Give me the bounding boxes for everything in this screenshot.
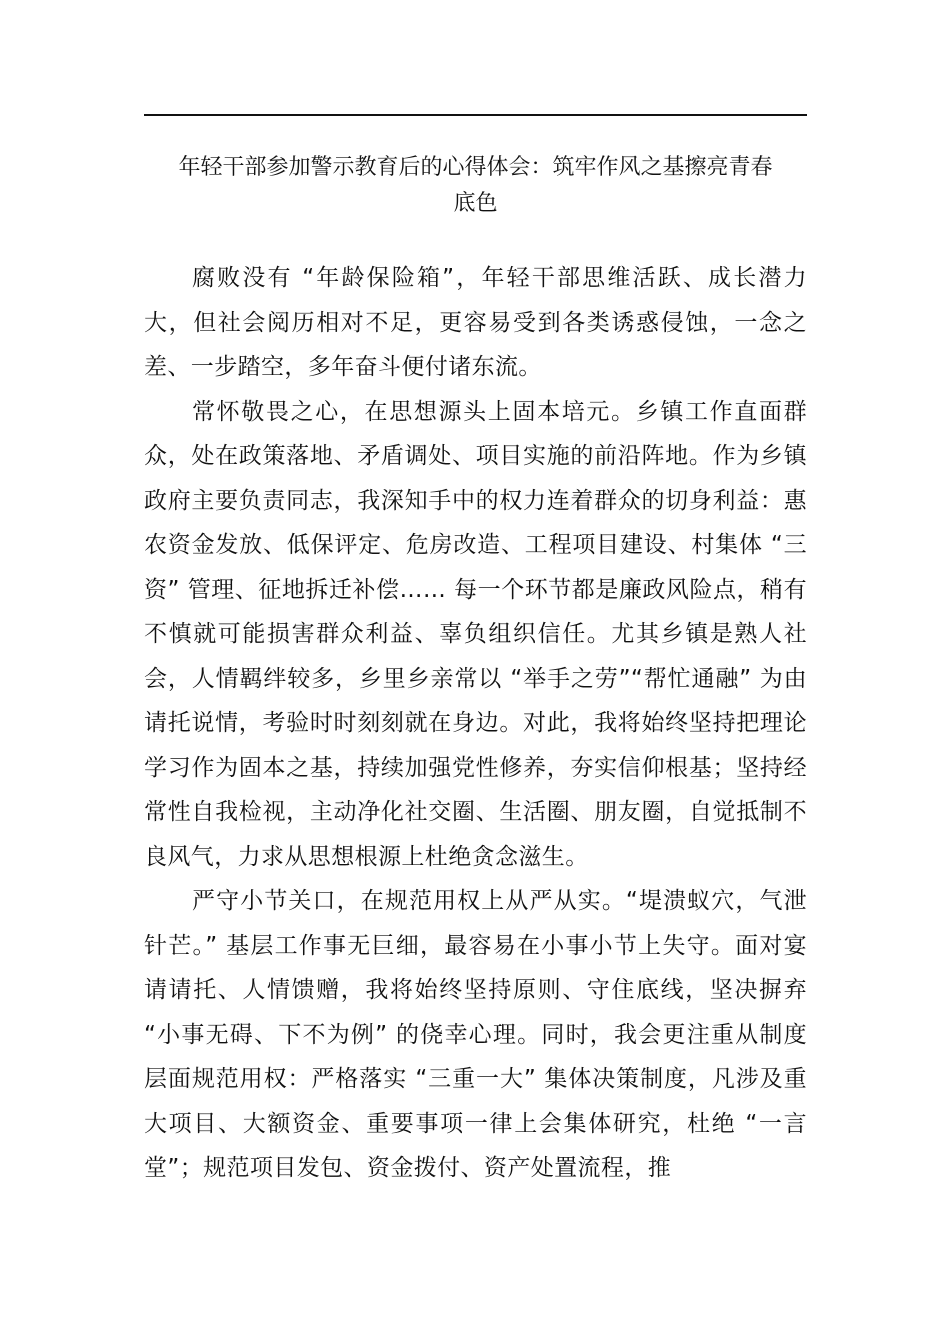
paragraph-reverence: 常怀敬畏之心，在思想源头上固本培元。乡镇工作直面群众，处在政策落地、矛盾调处、项目实施的前沿阵地。作为乡镇政府主要负责同志，我深知手中的权力连着群众的切身利益：惠农资金发放、低保评定、危房改造、工程项目建设、村集体 “三资” 管理、征地拆迁补偿…… 每一个环节都是廉政风险点，稍有不慎就可能损害群众利益、辜负组织信任。尤其乡镇是熟人社会，人情羁绊较多，乡里乡亲常以 “举手之劳”“帮忙通融” 为由请托说情，考验时时刻刻就在身边。对此，我将始终坚持把理论学习作为固本之基，持续加强党性修养，夯实信仰根基；坚持经常性自我检视，主动净化社交圈、生活圈、朋友圈，自觉抵制不良风气，力求从思想根源上杜绝贪念滋生。 bbox=[144, 398, 807, 870]
paragraph-discipline: 严守小节关口，在规范用权上从严从实。“堤溃蚁穴，气泄针芒。” 基层工作事无巨细，最容易在小事小节上失守。面对宴请请托、人情馈赠，我将始终坚持原则、守住底线，坚决摒弃 “小事无碍、下不为例” 的侥幸心理。同时，我会更注重从制度层面规范用权：严格落实 “三重一大” 集体决策制度，凡涉及重大项目、大额资金、重要事项一律上会集体研究，杜绝 “一言堂”；规范项目发包、资金拨付、资产处置流程，推 bbox=[144, 888, 807, 1181]
document-title-line-2: 底色 bbox=[453, 191, 498, 216]
document-title-line-1: 年轻干部参加警示教育后的心得体会：筑牢作风之基擦亮青春 bbox=[178, 155, 773, 180]
paragraph-intro: 腐败没有 “年龄保险箱”，年轻干部思维活跃、成长潜力大，但社会阅历相对不足，更容易受到各类诱惑侵蚀，一念之差、一步踏空，多年奋斗便付诸东流。 bbox=[144, 265, 807, 380]
header-rule bbox=[144, 114, 807, 116]
document-body bbox=[144, 256, 807, 1191]
document-title bbox=[144, 150, 807, 222]
